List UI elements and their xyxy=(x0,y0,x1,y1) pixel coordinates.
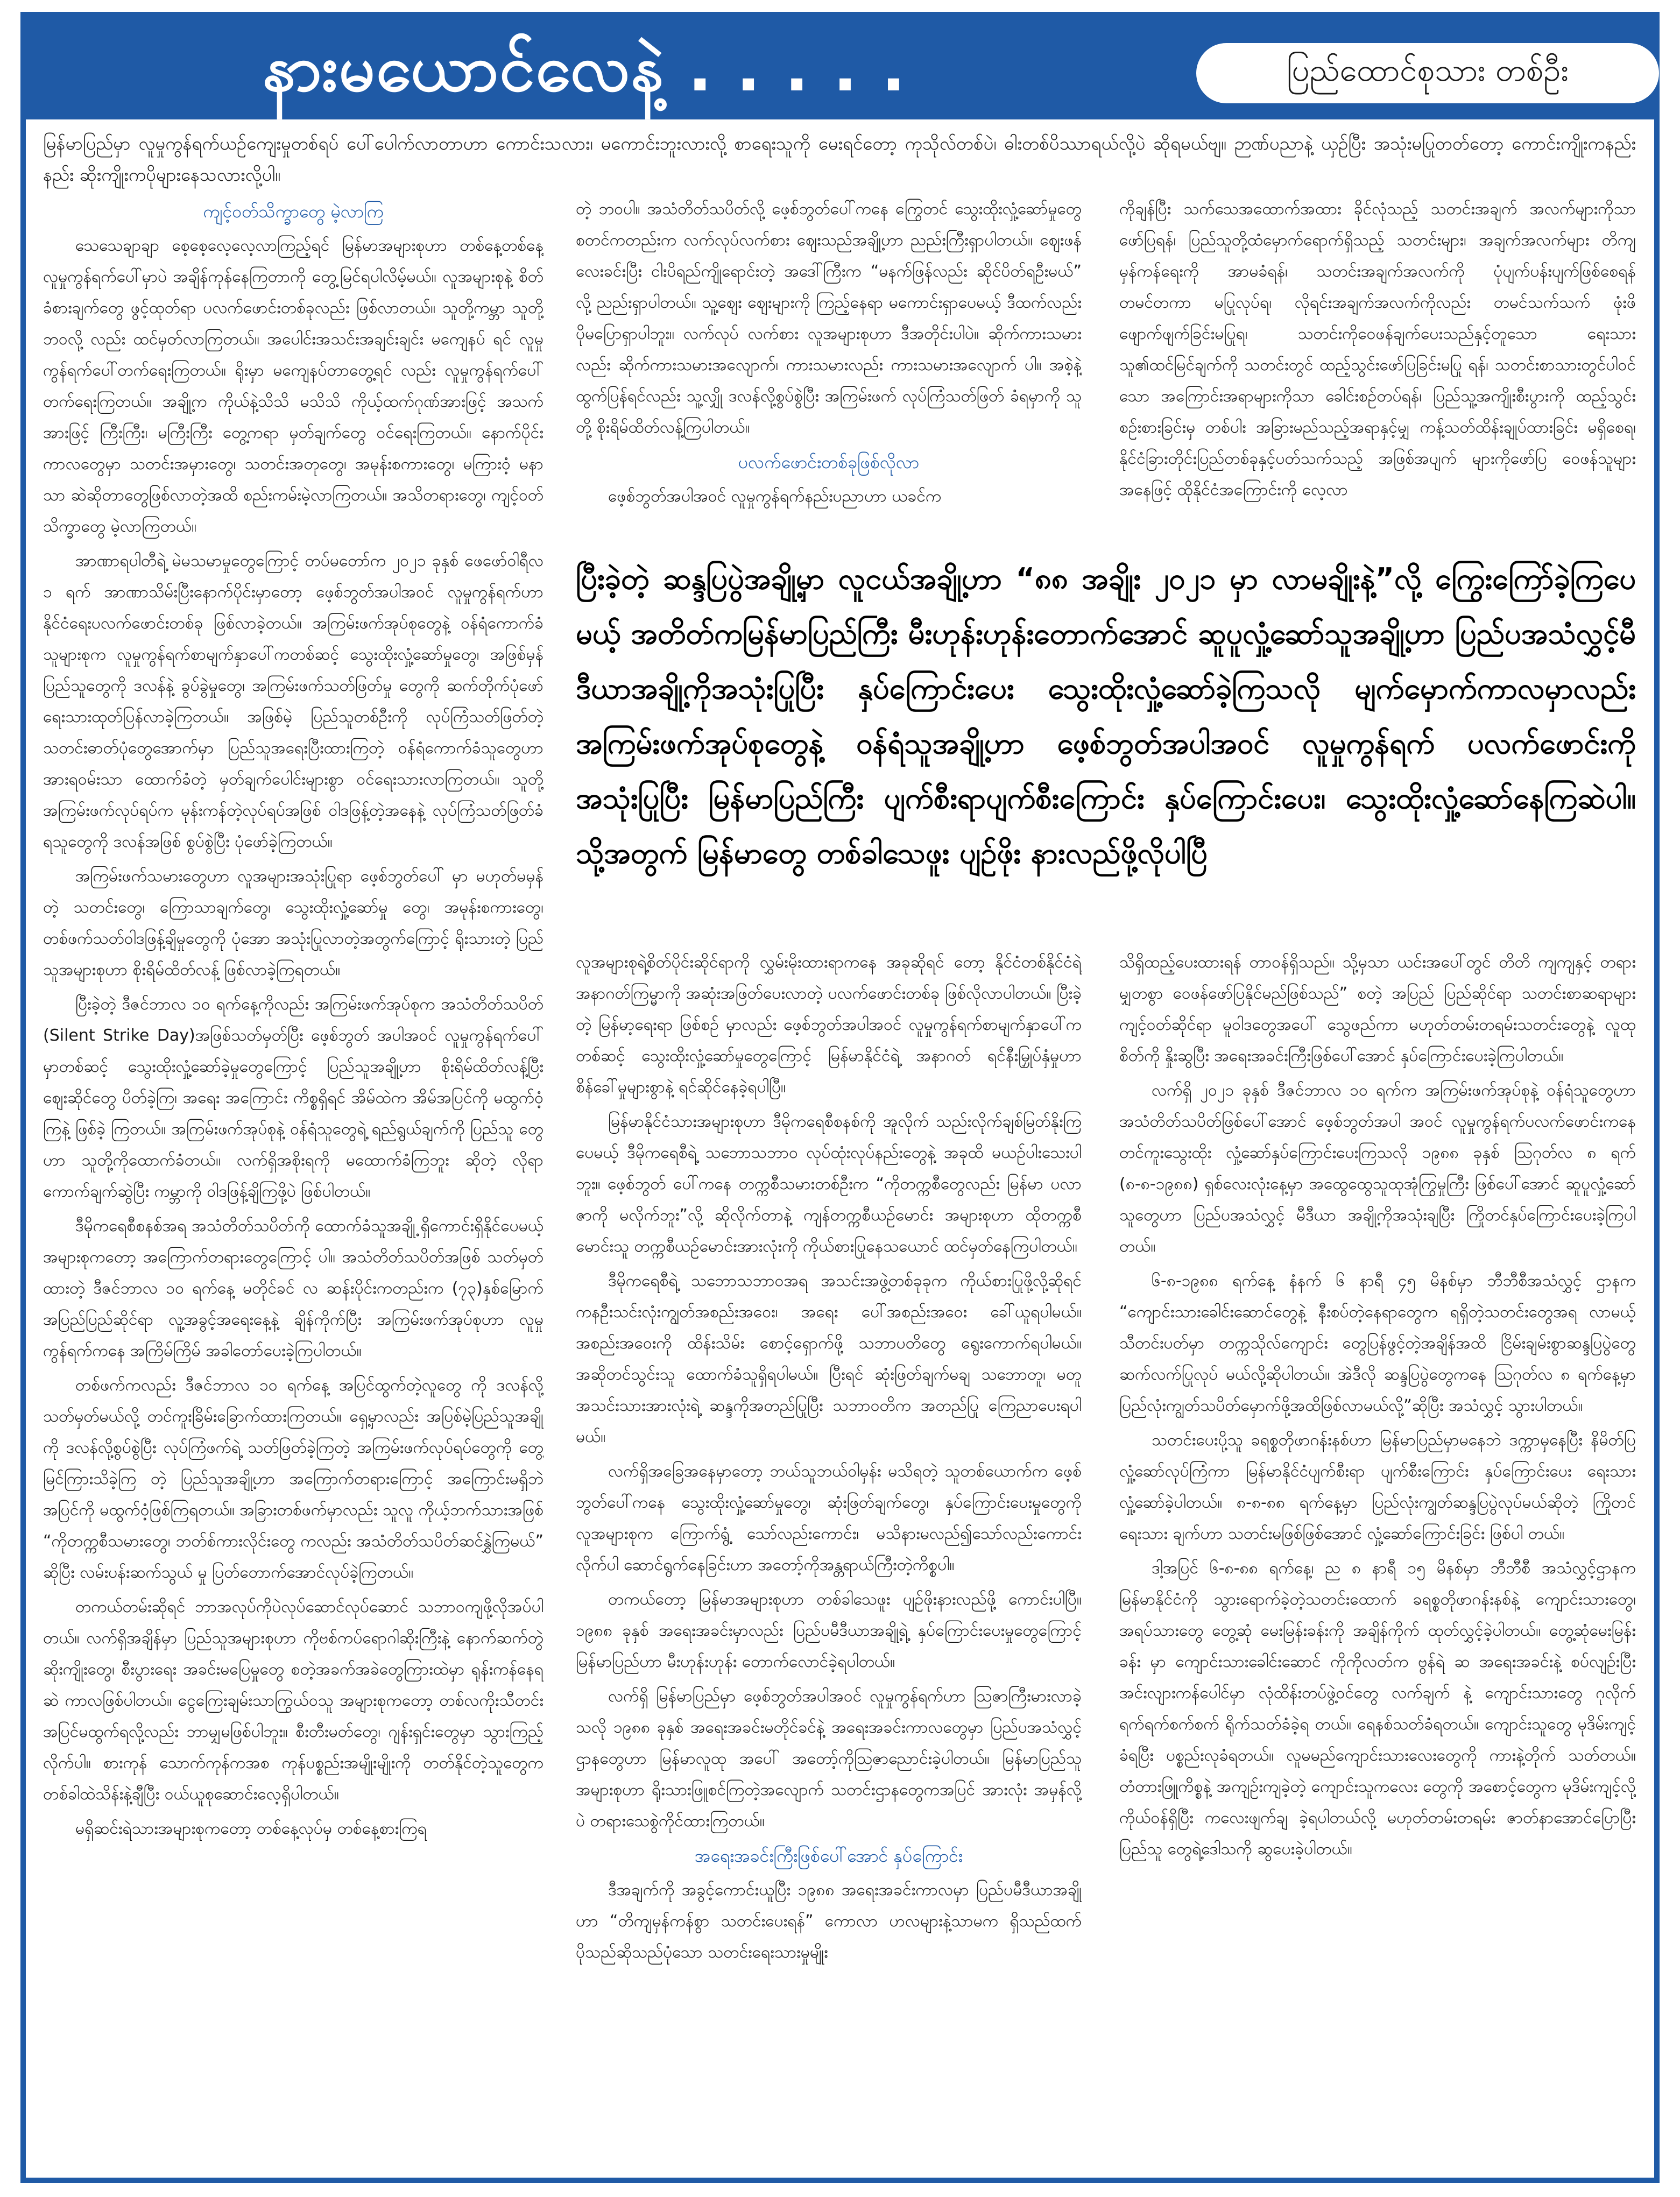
paragraph: လူအများစုရဲ့စိတ်ပိုင်းဆိုင်ရာကို လွှမ်းမိုးထားရာကနေ အခုဆိုရင် တော့ နိုင်ငံတစ်နိုင်ငံရဲ့အနာဂတ်ကြမ္မာကို အဆုံးအဖြတ်ပေးလာတဲ့ ပလက်ဖောင်းတစ်ခု ဖြစ်လိုလာပါတယ်။ ပြီးခဲ့တဲ့ မြန်မာ့ရေးရာ ဖြစ်စဉ် မှာလည်း ဖေ့စ်ဘွတ်အပါအဝင် လူမှုကွန်ရက်စာမျက်နှာပေါ်က တစ်ဆင့် သွေးထိုးလှုံ့ဆော်မှုတွေကြောင့် မြန်မာနိုင်ငံရဲ့ အနာဂတ် ရင်နီးမြှုပ်နှံမှုဟာ စိန်ခေါ်မှုများစွာနဲ့ ရင်ဆိုင်နေခဲ့ရပါပြီ။ xyxy=(576,953,1082,1097)
subheading: ကျင့်ဝတ်သိက္ခာတွေ မဲ့လာကြ xyxy=(203,201,384,222)
article-title: နားမယောင်လေနဲ့ . . . . . xyxy=(263,31,907,105)
column-3-top xyxy=(1119,194,1636,543)
paragraph: မြန်မာနိုင်ငံသားအများစုဟာ ဒီမိုကရေစီစနစ်ကို အူလိုက် သည်းလိုက်ချစ်မြတ်နိုးကြပေမယ့် ဒီမိုကရေစီရဲ့ သဘောသဘာဝ လုပ်ထုံးလုပ်နည်းတွေနဲ့ အခုထိ မယဉ်ပါးသေးပါဘူး။ ဖေ့စ်ဘွတ် ပေါ်ကနေ တက္ကစီသမားတစ်ဦးက “ကိုတက္ကစီတွေလည်း မြန်မာ ပလာဇာကို မလိုက်ဘူး”လို့ ဆိုလိုက်တာနဲ့ ကျန်တက္ကစီယဉ်မောင်း အများစုဟာ ထိုတက္ကစီမောင်းသူ တက္ကစီယဉ်မောင်းအားလုံးကို ကိုယ်စားပြုနေသယောင် ထင်မှတ်နေကြပါတယ်။ xyxy=(576,1112,1082,1256)
paragraph: ဒီအချက်ကို အခွင့်ကောင်းယူပြီး ၁၉၈၈ အရေးအခင်းကာလမှာ ပြည်ပမီဒီယာအချို့ဟာ “တိကျမှန်ကန်စွာ သတင်းပေးရန်” ကောလာ ဟလများနဲ့သာမက ရှိသည်ထက်ပိုသည်ဆိုသည်ပုံသော သတင်းရေးသားမှုမျိုး xyxy=(576,1881,1082,1962)
paragraph: လက်ရှိ ၂၀၂၁ ခုနှစ် ဒီဇင်ဘာလ ၁၀ ရက်က အကြမ်းဖက်အုပ်စုနဲ့ ဝန်ရံသူတွေဟာ အသံတိတ်သပိတ်ဖြစ်ပေါ်အောင် ဖေ့စ်ဘွတ်အပါ အဝင် လူမှုကွန်ရက်ပလက်ဖောင်းကနေ တင်ကူးသွေးထိုး လှုံ့ဆော်နှပ်ကြောင်းပေးကြသလို ၁၉၈၈ ခုနှစ် ဩဂုတ်လ ၈ ရက် (၈-၈-၁၉၈၈) ရှစ်လေးလုံးနေ့မှာ အထွေထွေသူထုအုံကြွမှုကြီး ဖြစ်ပေါ်အောင် ဆူပူလှုံ့ဆော်သူတွေဟာ ပြည်ပအသံလွှင့် မီဒီယာ အချို့ကိုအသုံးချပြီး ကြိုတင်နှပ်ကြောင်းပေးခဲ့ကြပါတယ်။ xyxy=(1119,1081,1636,1256)
paragraph: တဲ့ ဘဝပါ။ အသံတိတ်သပိတ်လို့ ဖေ့စ်ဘွတ်ပေါ်ကနေ ကြွေတင် သွေးထိုးလှုံ့ဆော်မှုတွေ စတင်ကတည်းက လက်လုပ်လက်စား ဈေးသည်အချို့ဟာ ညည်းကြီးရှာပါတယ်။ ဈေးဖန်လေးခင်းပြီး ငါးပိရည်ကျိုရောင်းတဲ့ အဒေါ်ကြီးက “မနက်ဖြန်လည်း ဆိုင်ပိတ်ရဦးမယ်” လို့ ညည်းရှာပါတယ်။ သူ့ဈေး ဈေးများကို ကြည့်နေရာ မကောင်းရှာပေမယ့် ဒီထက်လည်း ပိုမပြောရှာပါဘူး။ လက်လုပ် လက်စား လူအများစုဟာ ဒီအတိုင်းပါပဲ။ ဆိုက်ကားသမားလည်း ဆိုက်ကားသမားအလျောက်၊ ကားသမားလည်း ကားသမားအလျောက် ပါ။ အစဲ့နဲ့ထွက်ပြန်ရင်လည်း သူ့လျှို ဒလန်လို့စွပ်စွဲပြီး အကြမ်းဖက် လုပ်ကြံသတ်ဖြတ် ခံရမှာကို သူတို့ စိုးရိမ်ထိတ်လန့်ကြပါတယ်။ xyxy=(576,200,1082,437)
paragraph: ဒါ့အပြင် ၆-၈-၈၈ ရက်နေ့၊ ည ၈ နာရီ ၁၅ မိနစ်မှာ ဘီဘီစီ အသံလွှင့်ဌာနက မြန်မာနိုင်ငံကို သွားရောက်ခဲ့တဲ့သတင်းထောက် ခရစ္စတိုဖာဂန်းနစ်နဲ့ ကျောင်းသားတွေ၊ အရပ်သားတွေ တွေ့ဆုံ မေးမြန်းခန်းကို အချိန်ကိုက် ထုတ်လွှင့်ခဲ့ပါတယ်။ တွေ့ဆုံမေးမြန်းခန်း မှာ ကျောင်းသားခေါင်းဆောင် ကိုကိုလတ်က ဗွန်ရဲ ဆ အရေးအခင်းနဲ့ စပ်လျဉ်းပြီး အင်းလျားကန်ပေါင်မှာ လုံထိန်းတပ်ဖွဲ့ဝင်တွေ လက်ချက် နဲ့ ကျောင်းသားတွေ ဂုလိုက်ရက်ရက်စက်စက် ရိုက်သတ်ခံခဲ့ရ တယ်။ ရေနစ်သတ်ခံရတယ်။ ကျောင်းသူတွေ မုဒိမ်းကျင့်ခံရပြီး ပစ္စည်းလုခံရတယ်။ လူမမည်ကျောင်းသားလေးတွေကို ကားနဲ့တိုက် သတ်တယ်။ တံတားဖြူကိစ္စနဲ့ အကျဉ်းကျခဲ့တဲ့ ကျောင်းသူကလေး တွေကို အစောင့်တွေက မုဒိမ်းကျင့်လို့ ကိုယ်ဝန်ရှိပြီး ကလေးဖျက်ချ ခဲ့ရပါတယ်လို့ မဟုတ်တမ်းတရမ်း ဇာတ်နာအောင်ပြောပြီး ပြည်သူ တွေရဲ့ဒေါသကို ဆွပေးခဲ့ပါတယ်။ xyxy=(1119,1559,1636,1859)
paragraph: လက်ရှိအခြေအနေမှာတော့ ဘယ်သူဘယ်ဝါမှန်း မသိရတဲ့ သူတစ်ယောက်က ဖေ့စ်ဘွတ်ပေါ်ကနေ သွေးထိုးလှုံ့ဆော်မှုတွေ၊ ဆုံးဖြတ်ချက်တွေ၊ နှပ်ကြောင်းပေးမှုတွေကို လူအများစုက ကြောက်ရွံ့ သော်လည်းကောင်း၊ မသိနားမလည်၍သော်လည်းကောင်း လိုက်ပါ ဆောင်ရွက်နေခြင်းဟာ အတော့်ကိုအန္တရာယ်ကြီးတဲ့ကိစ္စပါ။ xyxy=(576,1462,1082,1574)
masthead xyxy=(26,17,1654,119)
paragraph: ၆-၈-၁၉၈၈ ရက်နေ့ နံနက် ၆ နာရီ ၄၅ မိနစ်မှာ ဘီဘီစီအသံလွှင့် ဌာနက “ကျောင်းသားခေါင်းဆောင်တွေနဲ့ နီးစပ်တဲ့နေရာတွေက ရရှိတဲ့သတင်းတွေအရ လာမယ့် သီတင်းပတ်မှာ တက္ကသိုလ်ကျောင်း တွေပြန်ဖွင့်တဲ့အချိန်အထိ ငြိမ်းချမ်းစွာဆန္ဒပြပွဲတွေ ဆက်လက်ပြုလုပ် မယ်လို့ဆိုပါတယ်။ အဲဒီလို ဆန္ဒပြပွဲတွေကနေ ဩဂုတ်လ ၈ ရက်နေ့မှာ ပြည်လုံးကျွတ်သပိတ်မှောက်ဖို့အထိဖြစ်လာမယ်လို့”ဆိုပြီး အသံလွှင့် သွားပါတယ်။ xyxy=(1119,1271,1636,1415)
paragraph: ပြီးခဲ့တဲ့ ဒီဇင်ဘာလ ၁၀ ရက်နေ့ကိုလည်း အကြမ်းဖက်အုပ်စုက အသံတိတ်သပိတ် (Silent Strike Day)အဖြစ်သတ်မှတ်ပြီး ဖေ့စ်ဘွတ် အပါအဝင် လူမှုကွန်ရက်ပေါ်မှာတစ်ဆင့် သွေးထိုးလှုံ့ဆော်ခဲ့မှုတွေကြောင့် ပြည်သူအချို့ဟာ စိုးရိမ်ထိတ်လန့်ပြီး ဈေးဆိုင်တွေ ပိတ်ခဲ့ကြ၊ အရေး အကြောင်း ကိစ္စရှိရင် အိမ်ထဲက အိမ်အပြင်ကို မထွက်ဝံ့ကြနဲ့ ဖြစ်ခဲ့ ကြတယ်။ အကြမ်းဖက်အုပ်စုနဲ့ ဝန်ရံသူတွေရဲ့ ရည်ရွယ်ချက်ကို ပြည်သူ တွေဟာ သူတို့ကိုထောက်ခံတယ်။ လက်ရှိအစိုးရကို မထောက်ခံကြဘူး ဆိုတဲ့ လိုရာကောက်ချက်ဆွဲပြီး ကမ္ဘာကို ဝါဒဖြန့်ချိကြဖို့ပဲ ဖြစ်ပါတယ်။ xyxy=(43,995,543,1201)
paragraph: မရှိဆင်းရဲသားအများစုကတော့ တစ်နေ့လုပ်မှ တစ်နေ့စားကြရ xyxy=(75,1819,427,1838)
column-2-top xyxy=(576,194,1082,543)
paragraph: သေသေချာချာ စေ့စေ့လေ့လေ့လာကြည့်ရင် မြန်မာအများစုဟာ တစ်နေ့တစ်နေ့ လူမှုကွန်ရက်ပေါ်မှာပဲ အချိန်ကုန်နေကြတာကို တွေ့မြင်ရပါလိမ့်မယ်။ လူအများစုနဲ့ စိတ်ခံစားချက်တွေ ဖွင့်ထုတ်ရာ ပလက်ဖောင်းတစ်ခုလည်း ဖြစ်လာတယ်။ သူတို့ကမ္ဘာ သူတို့ဘဝလို့ လည်း ထင်မှတ်လာကြတယ်။ အပေါင်းအသင်းအချင်းချင်း မကျေနပ် ရင် လူမှုကွန်ရက်ပေါ်တက်ရေးကြတယ်။ ရိုးမှာ မကျေနပ်တာတွေ့ရင် လည်း လူမှုကွန်ရက်ပေါ် တက်ရေးကြတယ်။ အချို့က ကိုယ်နဲ့သိသိ မသိသိ ကိုယ့်ထက်ဂုဏ်အားဖြင့် အသက်အားဖြင့် ကြီးကြီး၊ မကြီးကြီး တွေ့ကရာ မှတ်ချက်တွေ ဝင်ရေးကြတယ်။ နောက်ပိုင်းကာလတွေမှာ သတင်းအမှားတွေ၊ သတင်းအတုတွေ၊ အမုန်းစကားတွေ၊ မကြားဝံ့ မနာသာ ဆဲဆိုတာတွေဖြစ်လာတဲ့အထိ စည်းကမ်းမဲ့လာကြတယ်။ အသိတရားတွေ၊ ကျင့်ဝတ်သိက္ခာတွေ မဲ့လာကြတယ်။ xyxy=(43,236,543,536)
paragraph: ဒီမိုကရေစီရဲ့ သဘောသဘာဝအရ အသင်းအဖွဲ့တစ်ခုခုက ကိုယ်စားပြုဖို့လို့ဆိုရင် ကနဦးသင်းလုံးကျွတ်အစည်းအဝေး၊ အရေး ပေါ်အစည်းအဝေး ခေါ်ယူရပါမယ်။ အစည်းအဝေးကို ထိန်းသိမ်း စောင့်ရှောက်ဖို့ သဘာပတိတွေ ရွေးကောက်ရပါမယ်။ အဆိုတင်သွင်းသူ ထောက်ခံသူရှိရပါမယ်။ ပြီးရင် ဆုံးဖြတ်ချက်မချ သဘောတူ၊ မတူ အသင်းသားအားလုံးရဲ့ ဆန္ဒကိုအတည်ပြုပြီး သဘာဝတိက အတည်ပြု ကြေညာပေးရပါမယ်။ xyxy=(576,1271,1082,1446)
column-1 xyxy=(43,194,543,2158)
column-3-bottom xyxy=(1119,947,1636,2163)
paragraph: ကိုချန်ပြီး သက်သေအထောက်အထား ခိုင်လုံသည့် သတင်းအချက် အလက်များကိုသာ ဖော်ပြရန်၊ ပြည်သူတို့ထံမှောက်ရောက်ရှိသည့် သတင်းများ၊ အချက်အလက်များ တိကျမှန်ကန်ရေးကို အာမခံရန်၊ သတင်းအချက်အလက်ကို ပုံပျက်ပန်းပျက်ဖြစ်စေရန် တမင်တကာ မပြုလုပ်ရ၊ လိုရင်းအချက်အလက်ကိုလည်း တမင်သက်သက် ဖုံးဖိ ဖျောက်ဖျက်ခြင်းမပြုရ၊ သတင်းကိုဝေဖန်ချက်ပေးသည်နှင့်တူသော ရေးသားသူ၏ထင်မြင်ချက်ကို သတင်းတွင် ထည့်သွင်းဖော်ပြခြင်းမပြု ရန်၊ သတင်းစာသားတွင်ပါဝင်သော အကြောင်းအရာများကိုသာ ခေါင်းစဉ်တပ်ရန်၊ ပြည်သူ့အကျိုးစီးပွားကို ထည့်သွင်းစဉ်းစားခြင်းမှ တစ်ပါး အခြားမည်သည့်အရာနှင့်မျှ ကန့်သတ်ထိန်းချုပ်ထားခြင်း မရှိစေရ၊ နိုင်ငံခြားတိုင်းပြည်တစ်ခုနှင့်ပတ်သက်သည့် အဖြစ်အပျက် များကိုဖော်ပြ ဝေဖန်သူများအနေဖြင့် ထိုနိုင်ငံအကြောင်းကို လေ့လာ xyxy=(1119,200,1636,499)
paragraph: အကြမ်းဖက်သမားတွေဟာ လူအများအသုံးပြုရာ ဖေ့စ်ဘွတ်ပေါ် မှာ မဟုတ်မမှန်တဲ့ သတင်းတွေ၊ ကြောသာချက်တွေ၊ သွေးထိုးလှုံ့ဆော်မှု တွေ၊ အမုန်းစကားတွေ၊ တစ်ဖက်သတ်ဝါဒဖြန့်ချိမှုတွေကို ပုံအော အသုံးပြုလာတဲ့အတွက်ကြောင့် ရိုးသားတဲ့ ပြည်သူအများစုဟာ စိုးရိမ်ထိတ်လန့် ဖြစ်လာခဲ့ကြရတယ်။ xyxy=(43,867,543,979)
byline: ပြည်ထောင်စုသား တစ်ဦး xyxy=(1286,51,1569,88)
column-2-bottom xyxy=(576,947,1082,2163)
subheading: အရေးအခင်းကြီးဖြစ်ပေါ်အောင် နှပ်ကြောင်း xyxy=(694,1846,963,1866)
paragraph: တကယ်တော့ မြန်မာအများစုဟာ တစ်ခါသေဖူး ပျဉ်ဖိုးနားလည်ဖို့ ကောင်းပါပြီ။ ၁၉၈၈ ခုနှစ် အရေးအခင်းမှာလည်း ပြည်ပမီဒီယာအချို့ရဲ့ နှပ်ကြောင်းပေးမှုတွေကြောင့် မြန်မာပြည်ဟာ မီးဟုန်းဟုန်း တောက်လောင်ခဲ့ရပါတယ်။ xyxy=(576,1590,1082,1671)
paragraph: သတင်းပေးပို့သူ ခရစ္စတိုဖာဂန်းနစ်ဟာ မြန်မာပြည်မှာမနေဘဲ ဒက္ကာမှနေပြီး နိမိတ်ပြလှုံ့ဆော်လုပ်ကြံကာ မြန်မာနိုင်ငံပျက်စီးရာ ပျက်စီးကြောင်း နှပ်ကြောင်းပေး ရေးသားလှုံ့ဆော်ခဲ့ပါတယ်။ ၈-၈-၈၈ ရက်နေ့မှာ ပြည်လုံးကျွတ်ဆန္ဒပြပွဲလုပ်မယ်ဆိုတဲ့ ကြိုတင်ရေးသား ချက်ဟာ သတင်းမဖြစ်ဖြစ်အောင် လှုံ့ဆော်ကြောင်းခြင်း ဖြစ်ပါ တယ်။ xyxy=(1119,1431,1636,1543)
paragraph: ဒီမိုကရေစီစနစ်အရ အသံတိတ်သပိတ်ကို ထောက်ခံသူအချို့ ရှိကောင်းရှိနိုင်ပေမယ့် အများစုကတော့ အကြောက်တရားတွေကြောင့် ပါ။ အသံတိတ်သပိတ်အဖြစ် သတ်မှတ်ထားတဲ့ ဒီဇင်ဘာလ ၁၀ ရက်နေ့ မတိုင်ခင် လ ဆန်းပိုင်းကတည်းက (၇၃)နှစ်မြောက် အပြည်ပြည်ဆိုင်ရာ လူ့အခွင့်အရေးနေ့နဲ့ ချိန်ကိုက်ပြီး အကြမ်းဖက်အုပ်စုဟာ လူမှု ကွန်ရက်ကနေ အကြိမ်ကြိမ် အခါတော်ပေးခဲ့ကြပါတယ်။ xyxy=(43,1217,543,1360)
paragraph: တကယ်တမ်းဆိုရင် ဘာအလုပ်ကိုပဲလုပ်ဆောင်လုပ်ဆောင် သဘာဝကျဖို့လိုအပ်ပါတယ်။ လက်ရှိအချိန်မှာ ပြည်သူအများစုဟာ ကိုဗစ်ကပ်ရောဂါဆိုးကြီးနဲ့ နောက်ဆက်တွဲဆိုးကျိုးတွေ၊ စီးပွားရေး အခင်းမပြေမှုတွေ စတဲ့အခက်အခဲတွေကြားထဲမှာ ရုန်းကန်နေရဆဲ ကာလဖြစ်ပါတယ်။ ငွေကြေးချမ်းသာကြွယ်ဝသူ အများစုကတော့ တစ်လကိုးသီတင်း အပြင်မထွက်ရလို့လည်း ဘာမျှမဖြစ်ပါဘူး။ စီးတီးမတ်တွေ၊ ဂျန်းရှင်းတွေမှာ သွားကြည့်လိုက်ပါ။ စားကုန် သောက်ကုန်ကအစ ကုန်ပစ္စည်းအမျိုးမျိုးကို တတ်နိုင်တဲ့သူတွေက တစ်ခါထဲသိန်းနဲ့ချီပြီး ဝယ်ယူစုဆောင်းလေ့ရှိပါတယ်။ xyxy=(43,1598,543,1804)
byline-box xyxy=(1196,43,1659,103)
paragraph: လက်ရှိ မြန်မာပြည်မှာ ဖေ့စ်ဘွတ်အပါအဝင် လူမှုကွန်ရက်ဟာ ဩဇာကြီးမားလာခဲ့သလို ၁၉၈၈ ခုနှစ် အရေးအခင်းမတိုင်ခင်နဲ့ အရေးအခင်းကာလတွေမှာ ပြည်ပအသံလွှင့်ဌာနတွေဟာ မြန်မာလူထု အပေါ် အတော့်ကိုဩဇာညောင်းခဲ့ပါတယ်။ မြန်မာပြည်သူအများစုဟာ ရိုးသားဖြူစင်ကြတဲ့အလျောက် သတင်းဌာနတွေကအပြင် အားလုံး အမှန်လို့ပဲ တရားသေစွဲကိုင်ထားကြတယ်။ xyxy=(576,1687,1082,1831)
paragraph: ဖေ့စ်ဘွတ်အပါအဝင် လူမှုကွန်ရက်နည်းပညာဟာ ယခင်က xyxy=(608,487,942,506)
paragraph: သိရှိထည့်ပေးထားရန် တာဝန်ရှိသည်။ သို့မှသာ ယင်းအပေါ်တွင် တိတိ ကျကျနှင့် တရားမျှတစွာ ဝေဖန်ဖော်ပြနိုင်မည်ဖြစ်သည်” စတဲ့ အပြည် ပြည်ဆိုင်ရာ သတင်းစာဆရာများ ကျင့်ဝတ်ဆိုင်ရာ မူဝါဒတွေအပေါ် သွေဖည်ကာ မဟုတ်တမ်းတရမ်းသတင်းတွေနဲ့ လူထုစိတ်ကို နှိုးဆွပြီး အရေးအခင်းကြီးဖြစ်ပေါ်အောင် နှပ်ကြောင်းပေးခဲ့ကြပါတယ်။ xyxy=(1119,953,1636,1065)
pull-quote: ပြီးခဲ့တဲ့ ဆန္ဒပြပွဲအချို့မှာ လူငယ်အချို့ဟာ “၈၈ အချိုး ၂၀၂၁ မှာ လာမချိုးနဲ့”လို့ ကြွေးကြော်ခဲ့ကြပေမယ့် အတိတ်ကမြန်မာပြည်ကြီး မီးဟုန်းဟုန်းတောက်အောင် ဆူပူလှုံ့ဆော်သူအချို့ဟာ ပြည်ပအသံလွှင့်မီဒီယာအချို့ကိုအသုံးပြုပြီး နှပ်ကြောင်းပေး သွေးထိုးလှုံ့ဆော်ခဲ့ကြသလို မျက်မှောက်ကာလမှာလည်း အကြမ်းဖက်အုပ်စုတွေနဲ့ ဝန်ရံသူအချို့ဟာ ဖေ့စ်ဘွတ်အပါအဝင် လူမှုကွန်ရက် ပလက်ဖောင်းကို အသုံးပြုပြီး မြန်မာပြည်ကြီး ပျက်စီးရာပျက်စီးကြောင်း နှပ်ကြောင်းပေး၊ သွေးထိုးလှုံ့ဆော်နေကြဆဲပါ။ သို့အတွက် မြန်မာတွေ တစ်ခါသေဖူး ပျဉ်ဖိုး နားလည်ဖို့လိုပါပြီ xyxy=(576,562,1636,870)
subheading: ပလက်ဖောင်းတစ်ခုဖြစ်လိုလာ xyxy=(738,452,920,472)
paragraph: အာဏာရပါတီရဲ့ မဲမသမာမှုတွေကြောင့် တပ်မတော်က ၂၀၂၁ ခုနှစ် ဖေဖော်ဝါရီလ ၁ ရက် အာဏာသိမ်းပြီးနောက်ပိုင်းမှာတော့ ဖေ့စ်ဘွတ်အပါအဝင် လူမှုကွန်ရက်ဟာ နိုင်ငံရေးပလက်ဖောင်းတစ်ခု ဖြစ်လာခဲ့တယ်။ အကြမ်းဖက်အုပ်စုတွေနဲ့ ဝန်ရံကောက်ခံသူများစုက လူမှုကွန်ရက်စာမျက်နှာပေါ်ကတစ်ဆင့် သွေးထိုးလှုံ့ဆော်မှုတွေ၊ အဖြစ်မှန်ပြည်သူတွေကို ဒလန်နဲ့ ခွပ်ခွဲမှုတွေ၊ အကြမ်းဖက်သတ်ဖြတ်မှု တွေကို ဆက်တိုက်ပုံဖော်ရေးသားထုတ်ပြန်လာခဲ့ကြတယ်။ အဖြစ်မဲ့ ပြည်သူတစ်ဦးကို လုပ်ကြံသတ်ဖြတ်တဲ့ သတင်းဓာတ်ပုံတွေအောက်မှာ ပြည်သူအရေးပြီးထားကြတဲ့ ဝန်ရံကောက်ခံသူတွေဟာ အားရဝမ်းသာ ထောက်ခံတဲ့ မှတ်ချက်ပေါင်းများစွာ ဝင်ရေးသားလာကြတယ်။ သူတို့ အကြမ်းဖက်လုပ်ရပ်က မုန်းကန်တဲ့လုပ်ရပ်အဖြစ် ဝါဒဖြန့်တဲ့အနေနဲ့ လုပ်ကြံသတ်ဖြတ်ခံရသူတွေကို ဒလန်အဖြစ် စွပ်စွဲပြီး ပုံဖော်ခဲ့ကြတယ်။ xyxy=(43,552,543,851)
intro-paragraph: မြန်မာပြည်မှာ လူမှုကွန်ရက်ယဉ်ကျေးမှုတစ်ရပ် ပေါ်ပေါက်လာတာဟာ ကောင်းသလား၊ မကောင်းဘူးလားလို့ စာရေးသူကို မေးရင်တော့ ကုသိုလ်တစ်ပဲ၊ ဓါးတစ်ပိဿာရယ်လို့ပဲ ဆိုရမယ်ဗျ။ ဉာဏ်ပညာနဲ့ ယှဉ်ပြီး အသုံးမပြုတတ်တော့ ကောင်းကျိုးကနည်းနည်း ဆိုးကျိုးကပိုများနေသလားလို့ပါ။ xyxy=(43,133,1636,185)
paragraph: တစ်ဖက်ကလည်း ဒီဇင်ဘာလ ၁၀ ရက်နေ့ အပြင်ထွက်တဲ့လူတွေ ကို ဒလန်လို့ သတ်မှတ်မယ်လို့ တင်ကူးခြိမ်းခြောက်ထားကြတယ်။ ရှေ့မှာလည်း အပြစ်မဲ့ပြည်သူအချို့ကို ဒလန်လို့စွပ်စွဲပြီး လုပ်ကြံဖက်ရဲ့ သတ်ဖြတ်ခဲ့ကြတဲ့ အကြမ်းဖက်လုပ်ရပ်တွေကို တွေ့မြင်ကြားသိခဲ့ကြ တဲ့ ပြည်သူအချို့ဟာ အကြောက်တရားကြောင့် အကြောင်းမရှိဘဲ အပြင်ကို မထွက်ဝံ့ဖြစ်ကြရတယ်။ အခြားတစ်ဖက်မှာလည်း သူလူ ကိုယ့်ဘက်သားအဖြစ် “ကိုတက္ကစီသမားတွေ၊ ဘတ်စ်ကားလိုင်းတွေ ကလည်း အသံတိတ်သပိတ်ဆင်နွှဲကြမယ်” ဆိုပြီး လမ်းပန်းဆက်သွယ် မှု ပြတ်တောက်အောင်လုပ်ခဲ့ကြတယ်။ xyxy=(43,1376,543,1582)
